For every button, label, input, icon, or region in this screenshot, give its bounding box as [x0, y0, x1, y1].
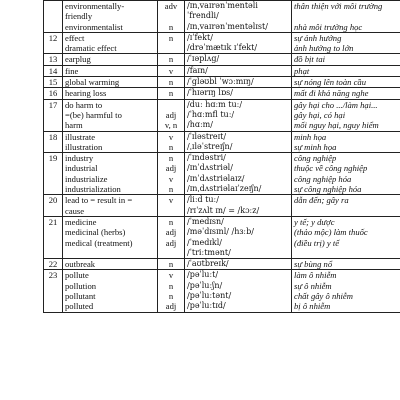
- word-line: polluted: [65, 301, 94, 312]
- part-of-speech-line: adj: [165, 227, 177, 238]
- part-of-speech-cell: [158, 195, 185, 217]
- part-of-speech-line: [160, 100, 182, 110]
- part-of-speech-line: adj: [165, 163, 177, 174]
- part-of-speech-line: [160, 11, 182, 21]
- meaning-line: mối nguy hại, nguy hiểm: [294, 120, 379, 131]
- pronunciation-line: /ɪnˌdʌstriəlaɪˈzeɪʃn/: [187, 184, 262, 194]
- part-of-speech-line: v: [168, 270, 174, 281]
- entry-number: [44, 32, 63, 54]
- pronunciation-line: /ɪˈfekt/: [187, 32, 213, 42]
- pronunciation-line: /ˈhɪərɪŋ lɒs/: [187, 88, 233, 98]
- pronunciation-cell: [185, 32, 292, 54]
- table-row: [44, 195, 400, 217]
- part-of-speech-cell: [158, 77, 185, 88]
- pronunciation-line: /ɪnˈdʌstriəl/: [187, 163, 233, 173]
- table-row: [44, 1, 400, 33]
- word-line: industrialize: [65, 173, 108, 184]
- vocabulary-table-body: [44, 1, 400, 313]
- pronunciation-line: /ˈgləʊbl ˈwɔːmɪŋ/: [187, 77, 254, 87]
- vocabulary-table: [43, 0, 400, 313]
- word-line: pollution: [65, 280, 97, 291]
- word-cell: [63, 216, 158, 258]
- part-of-speech-line: adv: [164, 1, 178, 11]
- part-of-speech-line: [160, 43, 182, 53]
- part-of-speech-cell: [158, 99, 185, 131]
- meaning-line: phạt: [294, 65, 310, 76]
- part-of-speech-line: adj: [165, 109, 177, 120]
- meaning-cell: [292, 99, 400, 131]
- part-of-speech-line: v: [168, 65, 174, 76]
- part-of-speech-line: n: [168, 77, 174, 88]
- table-row: [44, 131, 400, 153]
- part-of-speech-cell: [158, 216, 185, 258]
- meaning-line: bị ô nhiễm: [294, 301, 331, 312]
- meaning-line: thân thiện với môi trường: [294, 1, 383, 11]
- entry-number-text: 19: [48, 153, 58, 164]
- part-of-speech-line: n: [168, 184, 174, 195]
- pronunciation-line: /ˈɪəplʌg/: [187, 54, 220, 64]
- pronunciation-line: /ˈaʊtbreɪk/: [187, 259, 229, 269]
- pronunciation-cell: [185, 65, 292, 76]
- pronunciation-cell: [185, 77, 292, 88]
- pronunciation-line: /pəˈluːt/: [187, 270, 219, 280]
- meaning-line: y tế; y dược: [294, 216, 335, 227]
- part-of-speech-line: v: [168, 173, 174, 184]
- entry-number: [44, 131, 63, 153]
- pronunciation-line: /pəˈluːtənt/: [187, 291, 232, 301]
- table-row: [44, 259, 400, 270]
- pronunciation-cell: [185, 1, 292, 33]
- pronunciation-cell: [185, 270, 292, 312]
- meaning-line: sự ô nhiễm: [294, 280, 332, 291]
- word-cell: [63, 54, 158, 65]
- word-cell: [63, 270, 158, 312]
- meaning-line: [294, 11, 400, 21]
- part-of-speech-line: n: [168, 259, 174, 270]
- word-line: hearing loss: [65, 88, 107, 99]
- word-cell: [63, 77, 158, 88]
- entry-number-text: 23: [48, 270, 58, 281]
- meaning-line: làm ô nhiễm: [294, 270, 337, 281]
- meaning-line: thuộc về công nghiệp: [294, 163, 368, 174]
- pronunciation-line: /faɪn/: [187, 65, 208, 75]
- part-of-speech-cell: [158, 259, 185, 270]
- table-row: [44, 32, 400, 54]
- entry-number: [44, 195, 63, 217]
- meaning-line: công nghiệp: [294, 153, 337, 164]
- meaning-line: mất đi khả năng nghe: [294, 88, 369, 99]
- part-of-speech-line: n: [168, 280, 174, 291]
- meaning-cell: [292, 153, 400, 195]
- word-line: industry: [65, 153, 94, 164]
- pronunciation-line: /ˈmedɪkl/: [187, 237, 222, 247]
- word-line: harm: [65, 120, 83, 131]
- part-of-speech-line: adj: [165, 237, 177, 248]
- part-of-speech-line: n: [168, 32, 174, 43]
- pronunciation-line: /ˈmedɪsn/: [187, 216, 224, 226]
- entry-number: [44, 88, 63, 99]
- pronunciation-line: /pəˈluːtɪd/: [187, 301, 226, 311]
- meaning-line: dẫn đến; gây ra: [294, 195, 349, 206]
- part-of-speech-line: n: [168, 153, 174, 164]
- word-line: illustrate: [65, 131, 96, 142]
- entry-number-text: 21: [48, 216, 58, 227]
- pronunciation-line: /ˈɪndəstri/: [187, 153, 226, 163]
- word-line: medicine: [65, 216, 97, 227]
- word-line: friendly: [65, 11, 93, 22]
- pronunciation-cell: [185, 259, 292, 270]
- meaning-line: (điều trị) y tế: [294, 237, 340, 248]
- word-line: =(be) harmful to: [65, 109, 122, 120]
- table-row: [44, 77, 400, 88]
- word-cell: [63, 32, 158, 54]
- pronunciation-cell: [185, 131, 292, 153]
- meaning-line: gây hại, có hại: [294, 109, 346, 120]
- word-line: do harm to: [65, 99, 103, 110]
- word-line: fine: [65, 65, 79, 76]
- meaning-cell: [292, 65, 400, 76]
- pronunciation-cell: [185, 195, 292, 217]
- word-line: pollute: [65, 270, 89, 281]
- table-row: [44, 270, 400, 312]
- word-cell: [63, 195, 158, 217]
- meaning-cell: [292, 216, 400, 258]
- word-line: industrial: [65, 163, 98, 174]
- pronunciation-line: /duː hɑːm tuː/: [187, 99, 243, 109]
- meaning-cell: [292, 88, 400, 99]
- meaning-line: nhà môi trường học: [294, 21, 363, 32]
- word-line: environmentalist: [65, 21, 123, 32]
- table-row: [44, 153, 400, 195]
- part-of-speech-cell: [158, 1, 185, 33]
- pronunciation-cell: [185, 99, 292, 131]
- meaning-cell: [292, 131, 400, 153]
- part-of-speech-cell: [158, 54, 185, 65]
- meaning-cell: [292, 1, 400, 33]
- pronunciation-cell: [185, 88, 292, 99]
- meaning-line: (thảo mộc) làm thuốc: [294, 227, 368, 238]
- meaning-line: [294, 206, 400, 216]
- part-of-speech-cell: [158, 65, 185, 76]
- table-row: [44, 99, 400, 131]
- entry-number-text: 20: [48, 195, 58, 206]
- pronunciation-line: /liːd tuː/: [187, 195, 219, 205]
- word-line: outbreak: [65, 259, 96, 270]
- entry-number-text: [46, 1, 60, 11]
- part-of-speech-cell: [158, 88, 185, 99]
- meaning-line: sự bùng nổ: [294, 259, 333, 270]
- pronunciation-line: /məˈdɪsɪnl/ /hɜːb/: [187, 227, 254, 237]
- word-line: industrialization: [65, 184, 121, 195]
- meaning-line: [294, 248, 400, 258]
- part-of-speech-line: [160, 206, 182, 216]
- pronunciation-line: /hɑːm/: [187, 120, 213, 130]
- part-of-speech-line: n: [168, 88, 174, 99]
- meaning-line: sự minh họa: [294, 141, 337, 152]
- word-line: medical (treatment): [65, 237, 133, 248]
- entry-number-text: 22: [48, 259, 58, 270]
- entry-number-text: 15: [48, 77, 58, 88]
- part-of-speech-cell: [158, 131, 185, 153]
- part-of-speech-cell: [158, 270, 185, 312]
- meaning-line: công nghiệp hóa: [294, 173, 352, 184]
- table-row: [44, 216, 400, 258]
- word-line: dramatic effect: [65, 43, 117, 54]
- entry-number-text: 16: [48, 88, 58, 99]
- part-of-speech-line: n: [168, 54, 174, 65]
- meaning-line: đồ bịt tai: [294, 54, 326, 65]
- part-of-speech-cell: [158, 32, 185, 54]
- pronunciation-line: ˈfrendli/: [187, 11, 219, 21]
- part-of-speech-line: v: [168, 195, 174, 206]
- entry-number: [44, 77, 63, 88]
- part-of-speech-line: n: [168, 216, 174, 227]
- word-line: pollutant: [65, 291, 96, 302]
- entry-number: [44, 216, 63, 258]
- word-line: medicinal (herbs): [65, 227, 126, 238]
- part-of-speech-line: n: [168, 291, 174, 302]
- pronunciation-line: /ˈhɑːmfl tuː/: [187, 109, 235, 119]
- pronunciation-cell: [185, 54, 292, 65]
- word-cell: [63, 153, 158, 195]
- table-row: [44, 88, 400, 99]
- word-cell: [63, 1, 158, 33]
- meaning-cell: [292, 195, 400, 217]
- entry-number-text: 14: [48, 65, 58, 76]
- pronunciation-line: /ɪnˈdʌstriəlaɪz/: [187, 173, 245, 183]
- entry-number-text: 12: [48, 32, 58, 43]
- entry-number-text: 18: [48, 131, 58, 142]
- meaning-cell: [292, 270, 400, 312]
- meaning-cell: [292, 54, 400, 65]
- word-line: earplug: [65, 54, 91, 65]
- word-line: global warming: [65, 77, 120, 88]
- entry-number: [44, 259, 63, 270]
- pronunciation-line: /pəˈluːʃn/: [187, 280, 223, 290]
- part-of-speech-line: n: [168, 141, 174, 152]
- meaning-line: sự ảnh hưởng: [294, 32, 342, 43]
- pronunciation-line: /ɪnˌvaɪrənˈmentəli: [187, 1, 258, 10]
- word-cell: [63, 99, 158, 131]
- meaning-line: ảnh hưởng to lớn: [294, 43, 354, 54]
- meaning-line: minh họa: [294, 131, 327, 142]
- pronunciation-line: /ˌɪləˈstreɪʃn/: [187, 141, 233, 151]
- entry-number: [44, 270, 63, 312]
- part-of-speech-line: adj: [165, 301, 177, 312]
- pronunciation-cell: [185, 216, 292, 258]
- part-of-speech-line: n: [168, 21, 174, 32]
- meaning-line: sự công nghiệp hóa: [294, 184, 362, 195]
- meaning-cell: [292, 77, 400, 88]
- pronunciation-line: /ɪnˌvaɪrənˈmentəlɪst/: [187, 21, 268, 31]
- entry-number: [44, 65, 63, 76]
- pronunciation-cell: [185, 153, 292, 195]
- pronunciation-line: /drəˈmætɪk ɪˈfekt/: [187, 43, 258, 53]
- meaning-line: sự nóng lên toàn cầu: [294, 77, 366, 88]
- word-line: cause: [65, 205, 85, 216]
- word-line: environmentally-: [65, 1, 125, 11]
- part-of-speech-cell: [158, 153, 185, 195]
- word-cell: [63, 88, 158, 99]
- entry-number-text: 17: [48, 99, 58, 110]
- entry-number: [44, 153, 63, 195]
- word-line: effect: [65, 32, 85, 43]
- table-row: [44, 54, 400, 65]
- part-of-speech-line: v, n: [164, 120, 178, 131]
- meaning-line: gây hại cho .../làm hại...: [294, 99, 378, 110]
- entry-number: [44, 1, 63, 33]
- word-line: illustration: [65, 141, 103, 152]
- word-cell: [63, 131, 158, 153]
- word-cell: [63, 259, 158, 270]
- word-cell: [63, 65, 158, 76]
- part-of-speech-line: v: [168, 131, 174, 142]
- entry-number: [44, 54, 63, 65]
- meaning-cell: [292, 32, 400, 54]
- pronunciation-line: /ˈtriːtmənt/: [187, 247, 231, 257]
- meaning-cell: [292, 259, 400, 270]
- meaning-line: chất gây ô nhiễm: [294, 291, 353, 302]
- table-row: [44, 65, 400, 76]
- entry-number-text: 13: [48, 54, 58, 65]
- entry-number: [44, 99, 63, 131]
- pronunciation-line: /ˈɪləstreɪt/: [187, 131, 227, 141]
- word-line: lead to = result in =: [65, 195, 133, 206]
- pronunciation-line: /rɪˈzʌlt ɪn/ = /kɔːz/: [187, 205, 260, 215]
